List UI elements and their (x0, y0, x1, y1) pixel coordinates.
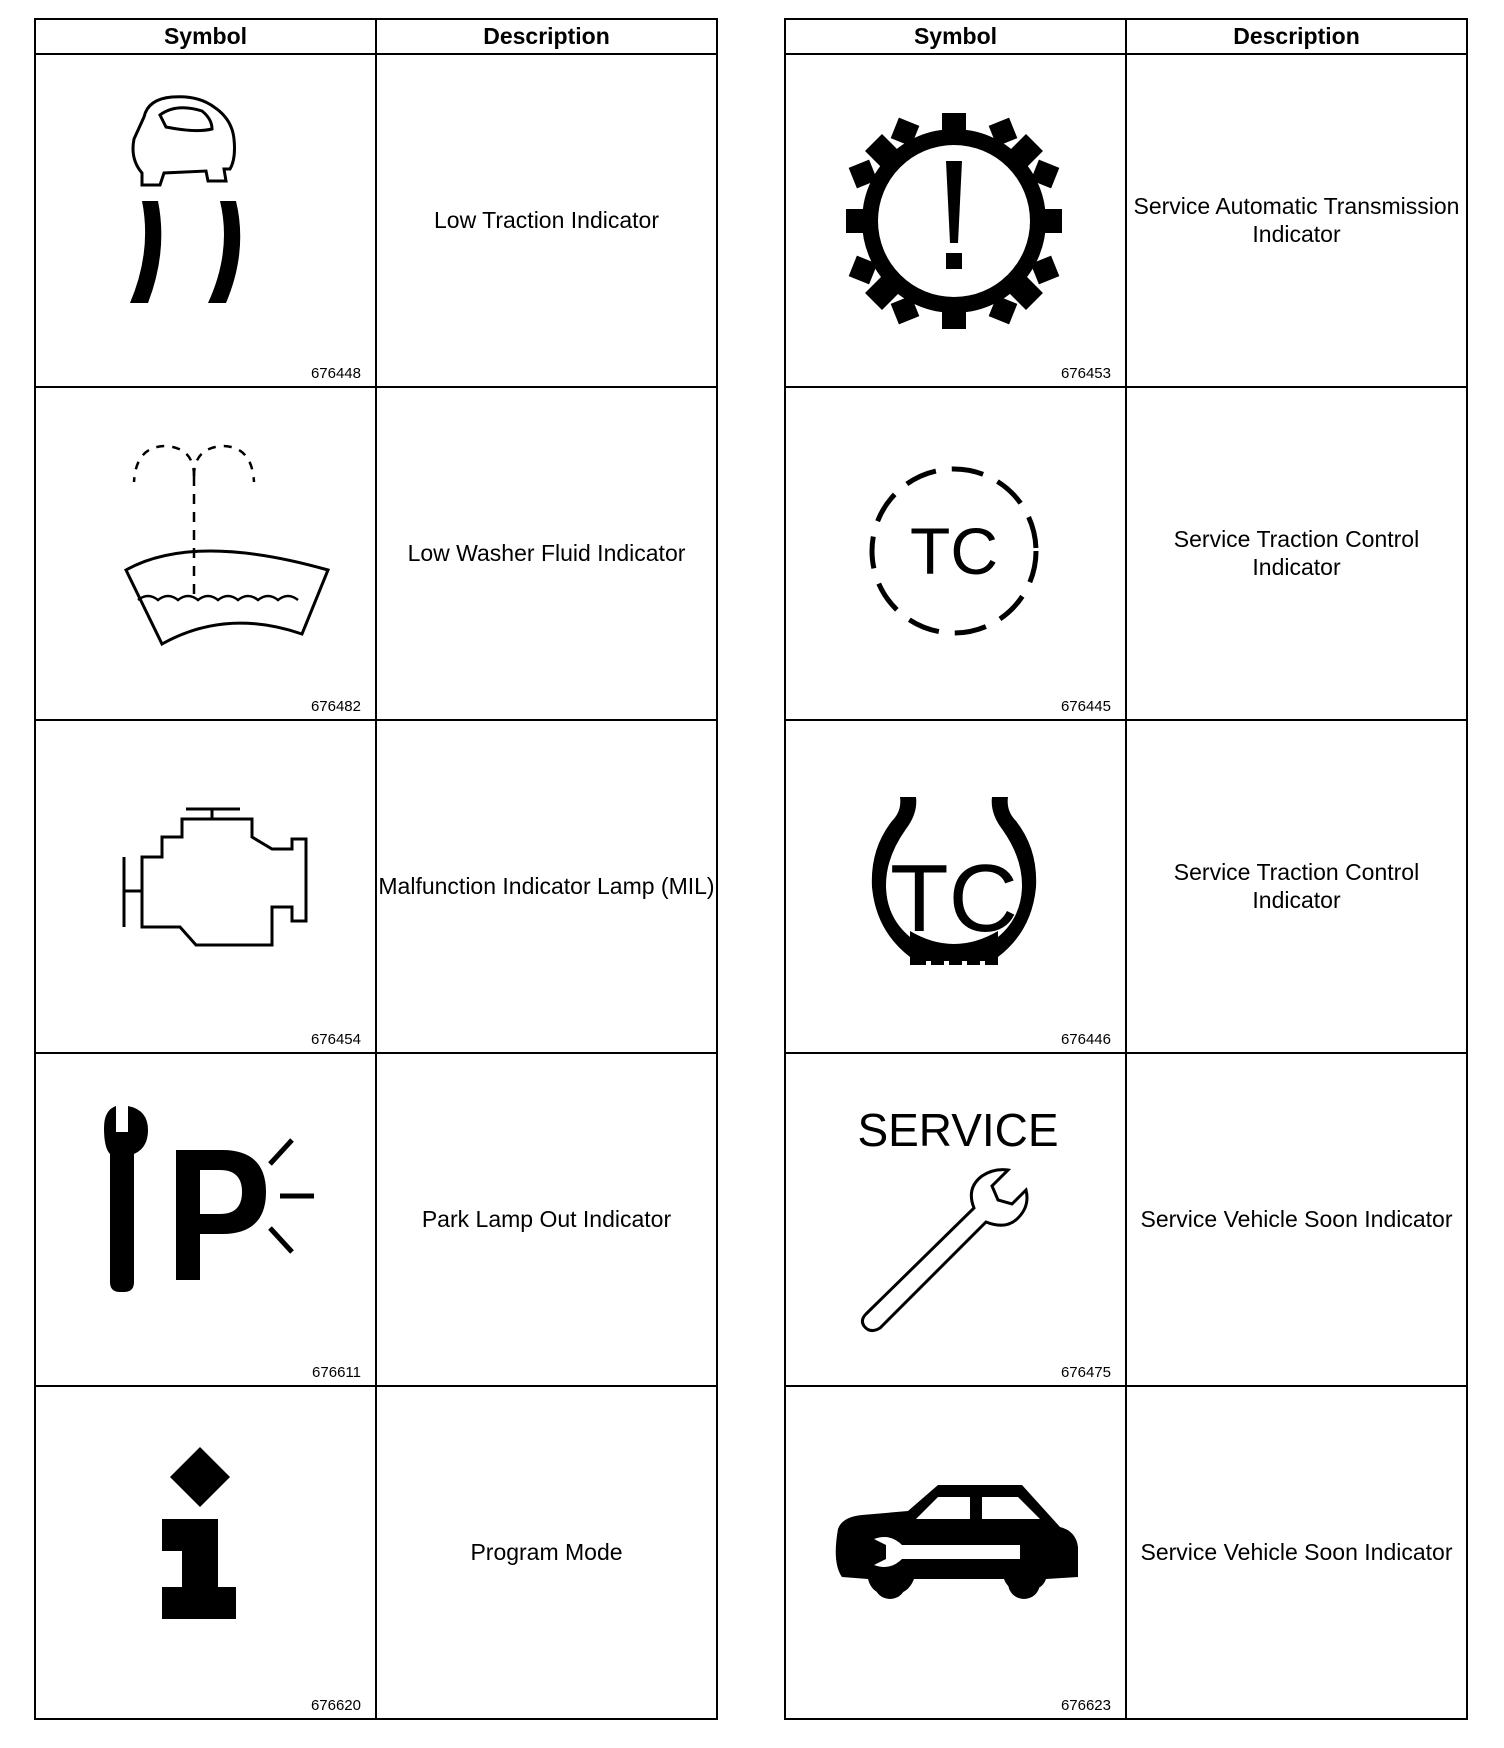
symbol-cell (785, 1386, 1126, 1719)
symbol-header: Symbol (35, 19, 376, 54)
symbol-code: 676623 (1060, 1697, 1111, 1714)
symbol-code: 676475 (1060, 1364, 1111, 1381)
symbol-code: 676446 (1060, 1031, 1111, 1048)
gear-exclamation-icon (786, 55, 1126, 386)
description-header: Description (376, 19, 717, 54)
symbol-code: 676611 (312, 1364, 361, 1381)
table-row (35, 1386, 717, 1719)
symbol-cell (785, 54, 1126, 387)
table-row (785, 54, 1467, 387)
description-cell: Service Traction Control Indicator (1126, 387, 1467, 720)
symbol-code: 676620 (310, 1697, 361, 1714)
symbol-cell (785, 387, 1126, 720)
description-cell: Low Washer Fluid Indicator (376, 387, 717, 720)
symbol-cell (35, 54, 376, 387)
info-icon (36, 1387, 376, 1718)
description-cell: Service Automatic Transmission Indicator (1126, 54, 1467, 387)
symbol-code: 676448 (310, 365, 361, 382)
symbol-cell (785, 720, 1126, 1053)
symbol-cell (785, 1053, 1126, 1386)
description-cell: Program Mode (376, 1386, 717, 1719)
park-lamp-icon (36, 1054, 376, 1385)
description-cell: Service Traction Control Indicator (1126, 720, 1467, 1053)
tc-circle-text: TC (910, 514, 998, 588)
symbol-cell (35, 720, 376, 1053)
symbol-cell (35, 1053, 376, 1386)
table-row (35, 387, 717, 720)
right-symbol-table (784, 18, 1468, 1720)
tc-circle-icon (786, 388, 1126, 719)
description-cell: Malfunction Indicator Lamp (MIL) (376, 720, 717, 1053)
service-text: SERVICE (857, 1104, 1059, 1156)
description-header: Description (1126, 19, 1467, 54)
description-cell: Low Traction Indicator (376, 54, 717, 387)
table-row (785, 720, 1467, 1053)
symbol-code: 676445 (1060, 698, 1111, 715)
engine-icon (36, 721, 376, 1052)
left-symbol-table (34, 18, 718, 1720)
washer-fluid-icon (36, 388, 376, 719)
symbol-cell (35, 387, 376, 720)
symbol-code: 676453 (1060, 365, 1111, 382)
table-row (785, 1386, 1467, 1719)
tc-tire-icon (786, 721, 1126, 1052)
symbol-code: 676454 (310, 1031, 361, 1048)
service-wrench-icon (786, 1054, 1126, 1385)
table-row (785, 387, 1467, 720)
description-cell: Park Lamp Out Indicator (376, 1053, 717, 1386)
table-row (35, 720, 717, 1053)
description-cell: Service Vehicle Soon Indicator (1126, 1053, 1467, 1386)
symbol-code: 676482 (310, 698, 361, 715)
symbol-cell (35, 1386, 376, 1719)
table-row (35, 54, 717, 387)
car-wrench-icon (786, 1387, 1126, 1718)
tc-tire-text: TC (890, 845, 1018, 952)
table-row (35, 1053, 717, 1386)
low-traction-icon (36, 55, 376, 386)
table-row (785, 1053, 1467, 1386)
symbol-header: Symbol (785, 19, 1126, 54)
description-cell: Service Vehicle Soon Indicator (1126, 1386, 1467, 1719)
